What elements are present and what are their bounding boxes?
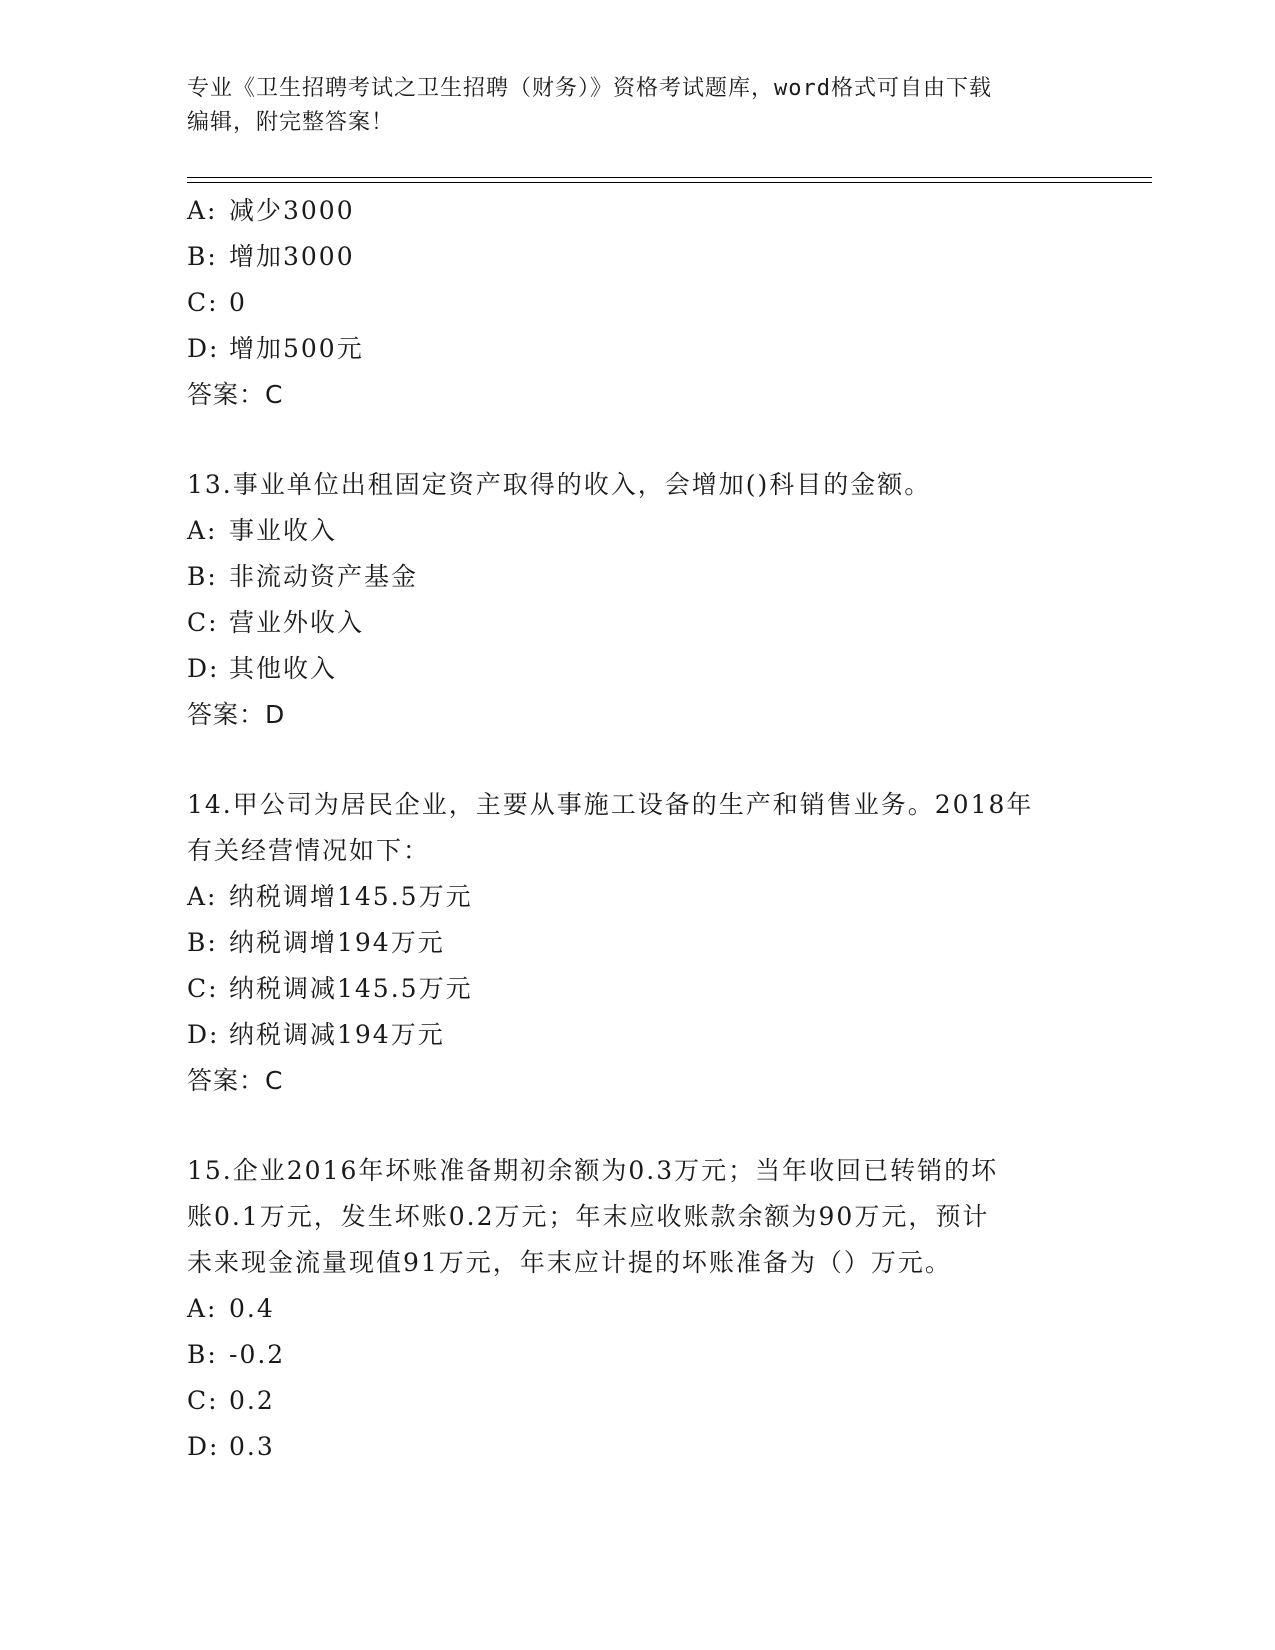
answer-line: 答案：D xyxy=(187,700,286,729)
option-label: D: xyxy=(187,334,220,363)
header-line-1: 专业《卫生招聘考试之卫生招聘（财务）》资格考试题库，word格式可自由下载 xyxy=(187,76,992,101)
option-d xyxy=(187,646,1087,692)
option-label: B: xyxy=(187,928,218,957)
question-12-block xyxy=(187,188,1087,418)
option-b xyxy=(187,920,1087,966)
option-label: D: xyxy=(187,654,220,683)
question-15-block xyxy=(187,1148,1087,1470)
question-stem-line-2: 有关经营情况如下： xyxy=(187,836,431,865)
option-text: 0.4 xyxy=(229,1294,275,1323)
option-label: D: xyxy=(187,1020,220,1049)
answer-line: 答案：C xyxy=(187,1066,284,1095)
option-c xyxy=(187,600,1087,646)
option-label: C: xyxy=(187,1386,219,1415)
option-b xyxy=(187,234,1087,280)
option-text: 营业外收入 xyxy=(229,608,365,637)
option-text: 非流动资产基金 xyxy=(229,562,419,591)
option-label: A: xyxy=(187,516,218,545)
option-text: 减少3000 xyxy=(229,196,355,225)
option-b xyxy=(187,1332,1087,1378)
question-stem-line-1: 15.企业2016年坏账准备期初余额为0.3万元；当年收回已转销的坏 xyxy=(187,1156,999,1185)
option-text: 增加3000 xyxy=(229,242,355,271)
option-text: 增加500元 xyxy=(229,334,364,363)
option-text: 纳税调减145.5万元 xyxy=(229,974,473,1003)
option-label: A: xyxy=(187,196,218,225)
option-a xyxy=(187,188,1087,234)
option-text: 纳税调增145.5万元 xyxy=(229,882,473,911)
option-label: B: xyxy=(187,1340,218,1369)
option-text: 0.3 xyxy=(229,1432,275,1461)
option-text: 纳税调减194万元 xyxy=(229,1020,445,1049)
answer-line: 答案：C xyxy=(187,380,284,409)
question-14-block xyxy=(187,782,1087,1104)
option-label: B: xyxy=(187,242,218,271)
option-d xyxy=(187,1424,1087,1470)
option-d xyxy=(187,326,1087,372)
question-stem-line-3: 未来现金流量现值91万元，年末应计提的坏账准备为（）万元。 xyxy=(187,1248,952,1277)
option-a xyxy=(187,874,1087,920)
option-d xyxy=(187,1012,1087,1058)
option-label: C: xyxy=(187,974,219,1003)
question-stem-line-2: 账0.1万元，发生坏账0.2万元；年末应收账款余额为90万元，预计 xyxy=(187,1202,990,1231)
option-text: 0 xyxy=(229,288,247,317)
option-text: 其他收入 xyxy=(229,654,338,683)
option-label: A: xyxy=(187,882,218,911)
question-13-block xyxy=(187,462,1087,738)
option-label: B: xyxy=(187,562,218,591)
option-text: -0.2 xyxy=(229,1340,286,1369)
header-divider-top xyxy=(187,177,1152,178)
option-a xyxy=(187,1286,1087,1332)
question-content xyxy=(187,188,1087,1470)
option-text: 0.2 xyxy=(229,1386,275,1415)
option-label: C: xyxy=(187,608,219,637)
header-line-2: 编辑，附完整答案！ xyxy=(187,110,395,135)
option-text: 纳税调增194万元 xyxy=(229,928,445,957)
option-label: C: xyxy=(187,288,219,317)
option-label: A: xyxy=(187,1294,218,1323)
document-header xyxy=(187,72,1087,140)
option-b xyxy=(187,554,1087,600)
question-stem: 13.事业单位出租固定资产取得的收入，会增加()科目的金额。 xyxy=(187,470,932,499)
option-c xyxy=(187,1378,1087,1424)
question-stem-line-1: 14.甲公司为居民企业，主要从事施工设备的生产和销售业务。2018年 xyxy=(187,790,1034,819)
option-text: 事业收入 xyxy=(229,516,338,545)
option-a xyxy=(187,508,1087,554)
option-label: D: xyxy=(187,1432,220,1461)
option-c xyxy=(187,966,1087,1012)
header-divider-bottom xyxy=(187,182,1152,183)
option-c xyxy=(187,280,1087,326)
